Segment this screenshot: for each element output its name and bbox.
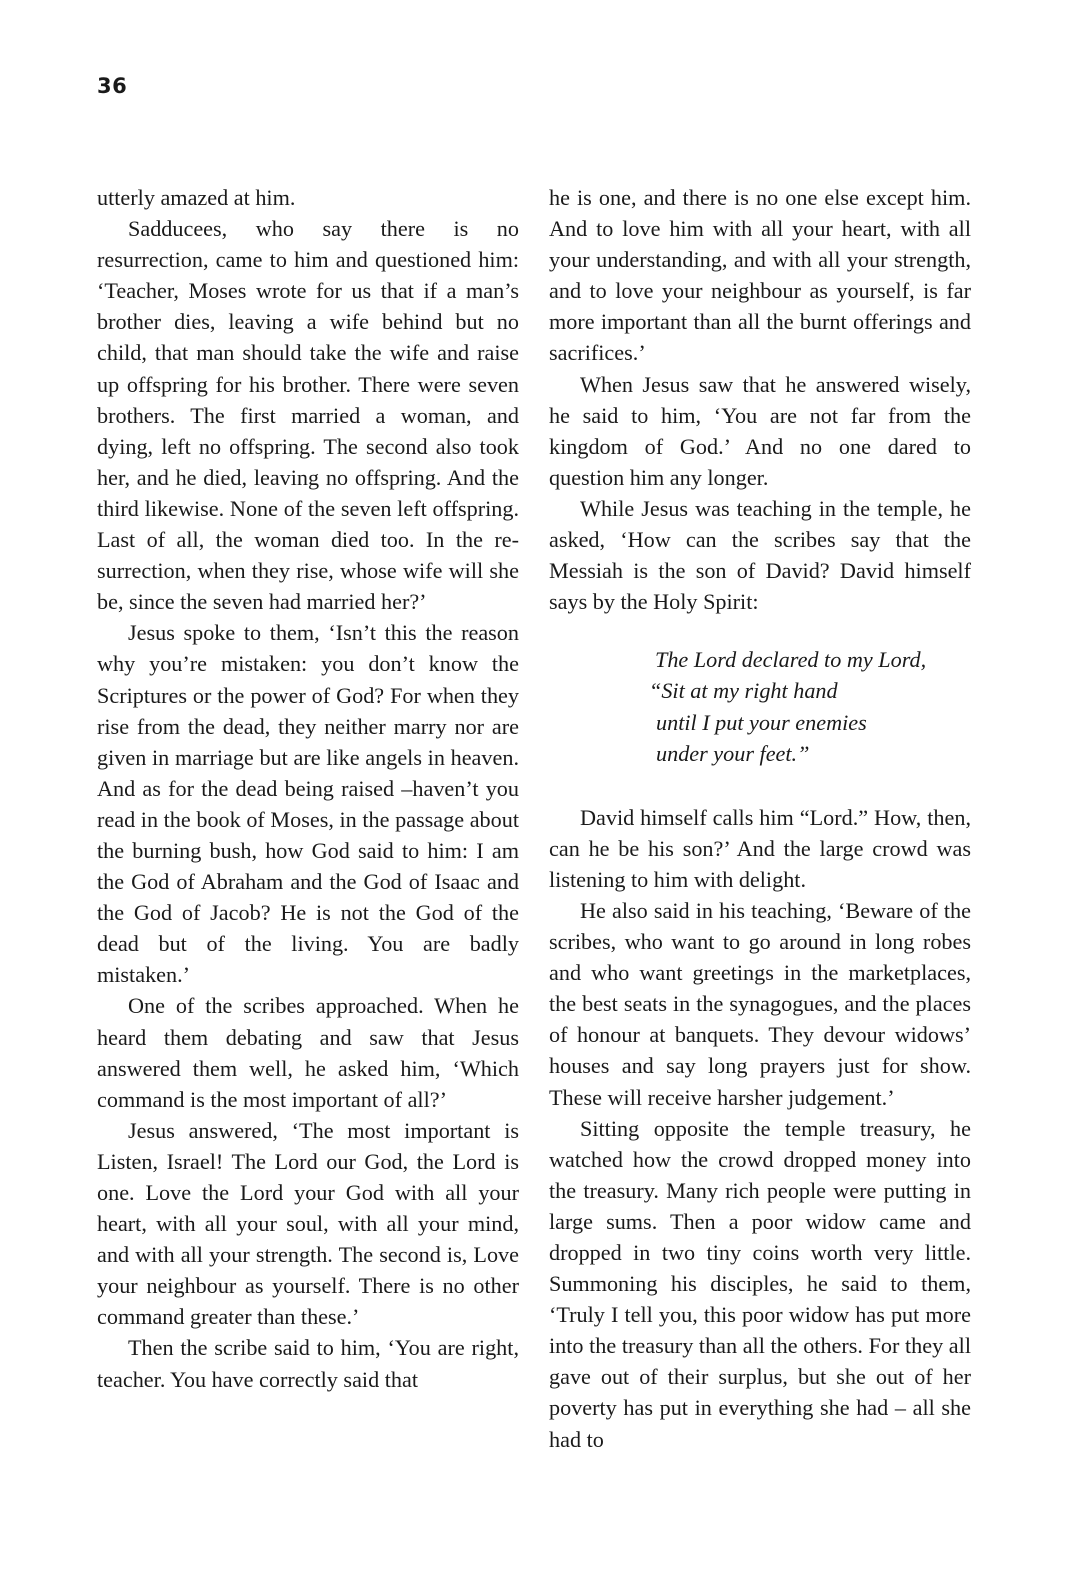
paragraph-greatest-command: Jesus answered, ‘The most important is Listen, Israel! The Lord our God, the Lord is one. Love the Lord your God with all your heart, with all your soul, with all your mind, and with all your strength. The second is, Love your neighbour as yourself. There is no other command greater than these.’ [97, 1117, 519, 1330]
paragraph-widows-offering: Sitting opposite the temple treasury, he watched how the crowd dropped money into the treasury. Many rich people were putting in large sums. Then a poor widow came and dropped in two tiny coins worth very little. Summoning his disciples, he said to them, ‘Truly I tell you, this poor widow has put more into the treasury than all the others. For they all gave out of their surplus, but she out of her poverty has put in everything she had – all she had to [549, 1115, 971, 1452]
verse-line: “Sit at my right hand [649, 678, 838, 704]
verse-line: under your feet.” [656, 740, 810, 766]
verse-line: The Lord declared to my Lord, [655, 647, 927, 673]
paragraph-scribe-approaches: One of the scribes approached. When he heard them debating and saw that Jesus answered them well, he asked him, ‘Which command is the most important of all?’ [97, 993, 519, 1112]
page-number: 36 [97, 74, 128, 98]
paragraph-continued: he is one, and there is no one else except him. And to love him with all your heart, with all your understanding, and with all your strength, and to love your neighbour as yourself, is far more important than all the burnt offerings and sacrifices.’ [549, 185, 971, 366]
paragraph-not-far-from-kingdom: When Jesus saw that he answered wisely, he said to him, ‘You are not far from the kingdom of God.’ And no one dared to question him any longer. [549, 371, 971, 490]
paragraph-beware-of-scribes: He also said in his teaching, ‘Beware of the scribes, who want to go around in long robes and who want greetings in the marketplaces, the best seats in the synagogues, and the places of honour at banquets. They devour widows’ houses and say long prayers just for show. These will receive harsher judgement.’ [549, 897, 971, 1110]
paragraph-continued: utterly amazed at him. [97, 185, 296, 210]
right-column [549, 182, 971, 1455]
paragraph-son-of-david: While Jesus was teaching in the temple, he asked, ‘How can the scribes say that the Messiah is the son of David? David himself says by the Holy Spirit: [549, 495, 971, 615]
paragraph-scribe-response: Then the scribe said to him, ‘You are right, teacher. You have correctly said that [97, 1335, 519, 1392]
paragraph-jesus-reply: Jesus spoke to them, ‘Isn’t this the reason why you’re mistaken: you don’t know the Scriptures or the power of God? For when they rise from the dead, they neither marry nor are given in marriage but are like angels in heaven. And as for the dead being raised –haven’t you read in the book of Moses, in the passage about the burning bush, how God said to him: I am the God of Abraham and the God of Isaac and the God of Jacob? He is not the God of the dead but of the living. You are badly mistaken.’ [97, 620, 519, 988]
paragraph-sadducees-question: Sadducees, who say there is no resurrection, came to him and questioned him: ‘Teacher, Moses wrote for us that if a man’s brother dies, leaving a wife behind but no child, that man should take the wife and raise up offspring for his brother. There were seven brothers. The first married a woman, and dying, left no offspring. The second also took her, and he died, leaving no offspring. And the third likewise. None of the seven left offspring. Last of all, the woman died too. In the resurrection, when they rise, whose wife will she be, since the seven had married her?’ [97, 216, 519, 615]
left-column [97, 182, 519, 1395]
verse-line: until I put your enemies [656, 709, 867, 735]
paragraph-david-calls-him-lord: David himself calls him “Lord.” How, then, can he be his son?’ And the large crowd was listening to him with delight. [549, 804, 971, 892]
verse-quotation [549, 644, 971, 768]
